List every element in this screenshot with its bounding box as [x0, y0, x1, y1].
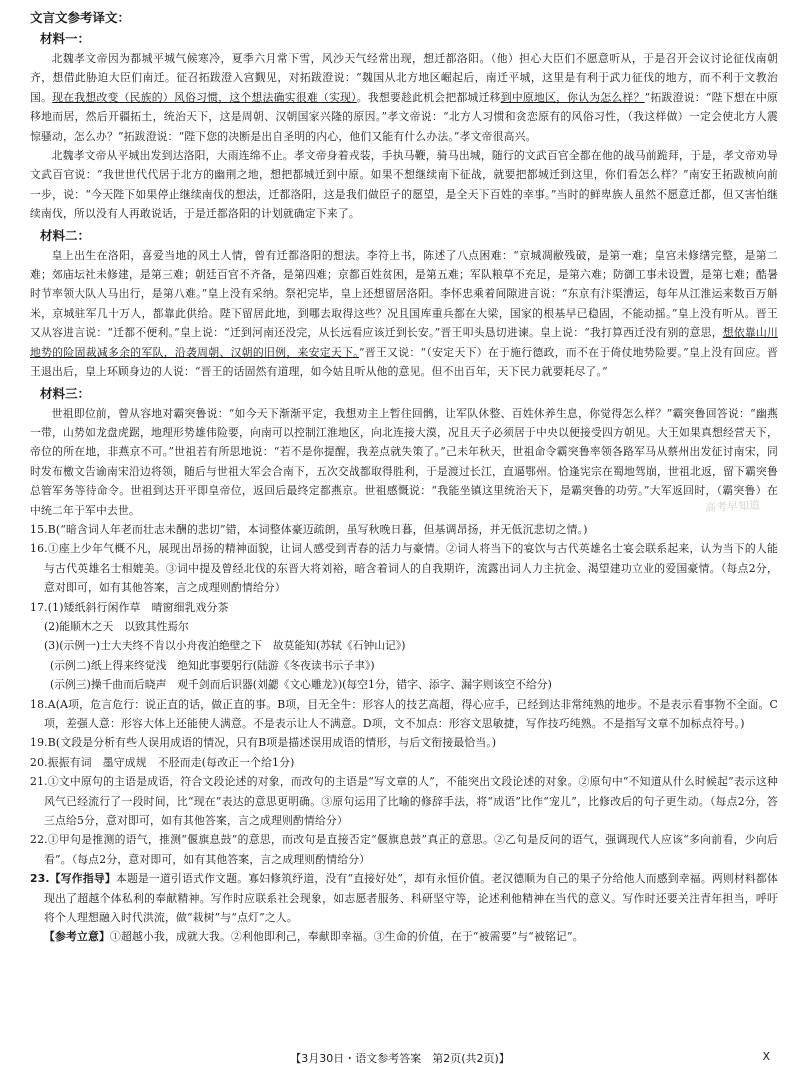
underlined-text: 想依靠山川地势的险固裁减多余的军队，沿袭周朝、汉朝的旧例，来安定天下。: [30, 326, 779, 359]
text-run: 北魏孝文帝从平城出发到达洛阳，大雨连绵不止。孝文帝身着戎装，手执马鞭，骑马出城，随行的文武百官全都在他的战马前跪拜，于是，孝文帝劝导文武百官说：“我世世代代居于北方的幽荆之地，想把都城迁到中原。如果不想继续南下征战，就要把都城迁到这里，你们看怎么样？”南安王拓跋桢向前一步，说：“今天陛下如果停止继续南伐的想法，迁都洛阳，这是我们做臣子的愿望，是全天下百姓的幸事。”当时的鲜卑族人虽然不愿意迁都，但又害怕继续南伐，所以没有人再敢说话，于是迁都洛阳的计划就确定下来了。: [30, 149, 778, 221]
section-title: 文言文参考译文：: [30, 10, 131, 25]
text-run: ”拓跋澄说：“陛下想在中原移地而居，然后开疆拓土，统治天下，这是周朝、汉朝国家兴隆的原因。”孝文帝说：“北方人习惯和贪恋原有的风俗习性，（我这样做）一定会使北方人震惊骚动，怎么办？”拓跋澄说：“陛下您的决断是出自圣明的内心，他们又能有什么办法。”孝文帝很高兴。: [30, 90, 779, 143]
answer-16: 16.①座上少年气概不凡，展现出昂扬的精神面貌，让词人感受到青春的活力与豪情。②词人将当下的宴饮与古代英雄名士宴会联系起来，认为当下的人能与古代英雄名士相媲美。③词中提及曾经北伐的东晋大将刘裕，暗含着词人的自我期许，流露出词人力主抗金、渴望建功立业的爱国豪情。（每点2分，意对即可，如有其他答案，言之成理则酌情给分）: [30, 542, 778, 595]
text-run: 北魏孝文帝因为都城平城气候寒冷，夏季六月常下雪，风沙天气经常出现，想迁都洛阳。（他）担心大臣们不愿意听从，于是召开会议讨论征伐南朝齐，想借此胁迫大臣们南迁。征召拓跋澄入宫觐见，对拓跋澄说：“魏国从北方地区崛起后，南迁平城，这里是有利于武力征伐的地方，而不利于文教治国。: [30, 52, 778, 104]
text-run: ”晋王又说：“（安定天下）在于施行德政，而不在于倚仗地势险要。”皇上没有回应。晋王退出后，皇上环顾身边的人说：“晋王的话固然有道理，如今姑且听从他的意见。但不出百年，天下民力就要耗尽了。”: [30, 345, 778, 379]
page-footer: [0, 1050, 800, 1066]
text-run: 。我想要趁此机会把都城迁移: [356, 90, 501, 104]
answer-21: 21.①文中原句的主语是成语，符合文段论述的对象，而改句的主语是“写文章的人”，不能突出文段论述的对象。②原句中“不知道从什么时候起”表示这种风气已经流行了一段时间，比“现在”表达的意思更明确。③原句运用了比喻的修辞手法，将“成语”比作“宠儿”，比修改后的句子更生动。（每点2分，答三点给5分，意对即可，如有其他答案，言之成理则酌情给分）: [30, 775, 778, 828]
answer-17-3-example3: (示例三)操千曲而后晓声 观千剑而后识器(刘勰《文心雕龙》)(每空1分，错字、添字、漏字则该空不给分): [50, 678, 552, 692]
answer-23-reference: [30, 927, 778, 946]
watermark: 高考早知道: [704, 498, 761, 515]
text-run: 皇上出生在洛阳，喜爱当地的风土人情，曾有迁都洛阳的想法。李符上书，陈述了八点困难：“京城凋敝残破，是第一难；皇宫未修缮完整，是第二难；郊庙坛社未修建，是第三难；朝廷百官不齐备，是第四难；京都百姓贫困，是第五难；军队粮草不充足，是第六难；防御工事未设置，是第七难；酷暑时节率领大队人马出行，是第八难。”皇上没有采纳。祭祀完毕，皇上还想留居洛阳。李怀忠乘着间隙进言说：“东京有汴渠漕运，每年从江淮运来数百万斛米，京城驻军几十万人，都靠此供给。陛下留居此地，到哪去取得这些？况且国库重兵都在大梁，国家的根基早已稳固，不能动摇。”皇上没有听从。晋王又从容进言说：: [30, 248, 778, 340]
footer-mark: X: [762, 1050, 770, 1063]
text-run: “迁都不便利。”皇上说：“迁到河南还没完，从长远看应该迁到长安。”晋王叩头恳切进谏。皇上说：“我打算西迁没有别的意思，: [107, 326, 723, 340]
answer-17-3: (3)(示例一)士大夫终不肯以小舟夜泊绝壁之下 故莫能知(苏轼《石钟山记》): [44, 639, 406, 653]
answer-19: 19.B(文段是分析有些人误用成语的情况，只有B项是描述误用成语的情形，与后文衔接最恰当。): [30, 736, 497, 750]
answer-17-3-example2: (示例二)纸上得来终觉浅 绝知此事要躬行(陆游《冬夜读书示子聿》): [50, 658, 375, 672]
answer-23-label: 23.【写作指导】: [30, 872, 116, 886]
answer-23: [30, 869, 778, 927]
answer-23-ref-label: 【参考立意】: [44, 930, 110, 944]
footer-text: 【3月30日・语文参考答案 第2页(共2页)】: [290, 1052, 510, 1065]
answer-17-2: (2)能顺木之天 以致其性焉尔: [44, 619, 189, 633]
answer-20: 20.振振有词 墨守成规 不胫而走(每改正一个给1分): [30, 755, 295, 769]
underlined-text: 现在我想改变（民族的）风俗习惯，这个想法确实很难（实现）: [52, 90, 357, 104]
answer-22: 22.①甲句是推测的语气，推测“偃旗息鼓”的意思，而改句是直接否定“偃旗息鼓”真正的意思。②乙句是反问的语气，强调现代人应该“多向前看，少向后看”。（每点2分，意对即可，如有其他答案，言之成理则酌情给分）: [30, 833, 778, 866]
material-title: 材料二：: [40, 227, 91, 243]
text-run: 世祖即位前，曾从容地对霸突鲁说：“如今天下渐渐平定，我想劝主上暂住回鹘，让军队休整、百姓休养生息，你觉得怎么样？”霸突鲁回答说：“幽燕一带，山势如龙盘虎踞，地理形势雄伟险要，向南可以控制江淮地区，向北连接大漠，况且天子必须居于中央以便接受四方朝见。大王如果真想经营天下，帝位的所在地，非燕京不可。”世祖若有所思地说：“若不是你提醒，我差点就失策了。”己未年秋天，世祖命令霸突鲁率领各路军马从蔡州出发征讨南宋，同时发布檄文告谕南宋沿边将领，随后与世祖大军会合南下，五次交战都取得胜利，于是渡过长江，直逼鄂州。恰逢宪宗在蜀地驾崩，世祖北返，留下霸突鲁总管军务等待命令。世祖到达开平即皇帝位，返回后最终定都燕京。世祖感慨说：“我能坐镇这里统治天下，是霸突鲁的功劳。”大军返回时，（霸突鲁）在中统二年于军中去世。: [30, 406, 778, 517]
answer-15: 15.B(“暗含词人年老而壮志未酬的悲切”错，本词整体豪迈疏朗，虽写秋晚日暮，但基调昂扬，并无低沉悲切之情。): [30, 522, 588, 536]
material-paragraph: [30, 49, 778, 146]
material-paragraph: [30, 246, 778, 382]
material-title: 材料一：: [40, 31, 91, 46]
underlined-text: 到中原地区，你认为怎么样？: [500, 90, 645, 104]
material-paragraph: [30, 146, 778, 224]
answer-23-text: 本题是一道引语式作文题。寡妇修筑纾道，没有“直接好处”，却有永恒价值。老汉德顺为自己的果子分给他人而感到幸福。两则材料都体现出了超越个体私利的奉献精神。写作时应联系社会现象，如志愿者服务、科研坚守等，论述利他精神在当代的意义。写作时还要关注青年担当，呼吁将个人理想融入时代洪流，做“栽树”与“点灯”之人。: [44, 872, 778, 925]
materials-container: [30, 29, 778, 520]
material-paragraph: [30, 404, 778, 520]
answer-17-1: 17.(1)矮纸斜行闲作草 晴窗细乳戏分茶: [30, 600, 229, 614]
answer-23-ref-text: ①超越小我，成就大我。②利他即利己，奉献即幸福。③生命的价值，在于“被需要”与“被铭记”。: [109, 930, 584, 944]
material-title: 材料三：: [40, 385, 91, 401]
answer-18: 18.A(A项，危言危行：说正直的话，做正直的事。B项，目无全牛：形容人的技艺高超，得心应手，已经到达非常纯熟的地步。不是表示看事物不全面。C项，差强人意：形容大体上还能使人满意。不是表示让人不满意。D项，文不加点：形容文思敏捷，写作技巧纯熟。不是指写文章不加标点符号。): [30, 697, 778, 730]
